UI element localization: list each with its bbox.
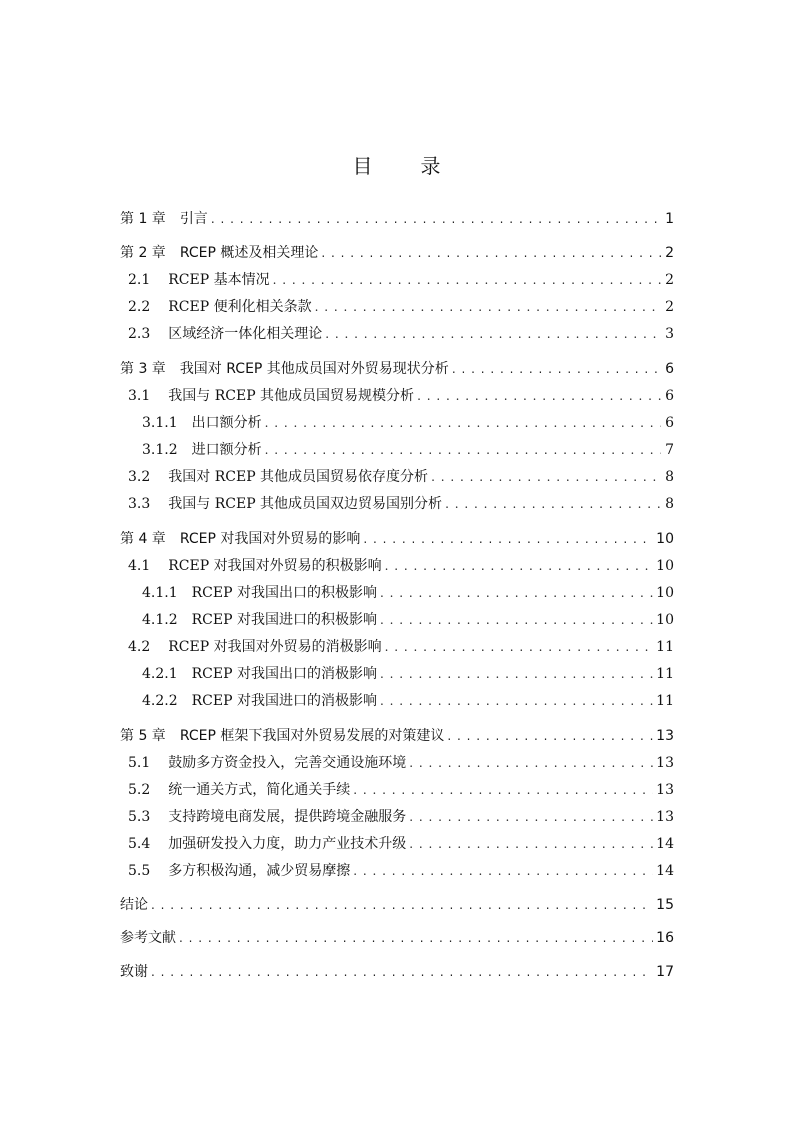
toc-entry-page: 3 (665, 326, 674, 342)
dot-leader (385, 557, 654, 575)
toc-entry[interactable] (128, 862, 674, 880)
toc-entry-number: 3.1 (128, 388, 151, 404)
toc-entry-number: 4.1.1 (142, 585, 178, 601)
dot-leader (380, 584, 653, 602)
toc-entry-number: 3.2 (128, 469, 151, 485)
toc-entry-number: 3.1.2 (142, 442, 178, 458)
toc-entry-page: 13 (656, 782, 674, 798)
toc-entry-page: 14 (656, 863, 674, 879)
toc-entry-title: RCEP 对我国对外贸易的消极影响 (168, 639, 382, 655)
toc-entry-number: 4.2.2 (142, 693, 178, 709)
dot-leader (380, 665, 653, 683)
toc-entry-number: 5.2 (128, 782, 151, 798)
dot-leader (151, 963, 653, 981)
toc-entry[interactable] (120, 727, 674, 745)
toc-entry-number: 第 2 章 (120, 245, 166, 261)
dot-leader (431, 468, 661, 486)
toc-entry-title: RCEP 对我国进口的积极影响 (191, 612, 377, 628)
toc-entry-title: RCEP 对我国出口的积极影响 (191, 585, 377, 601)
toc-entry-number: 4.2 (128, 639, 151, 655)
toc-entry-page: 2 (665, 299, 674, 315)
toc-entry-title: 我国与 RCEP 其他成员国贸易规模分析 (168, 388, 415, 404)
toc-entry-page: 11 (656, 639, 674, 655)
toc-entry[interactable] (120, 530, 674, 548)
toc-entry[interactable] (142, 441, 674, 459)
toc-entry[interactable] (128, 468, 674, 486)
toc-entry-page: 2 (665, 272, 674, 288)
toc-entry-title: 参考文献 (120, 930, 176, 946)
dot-leader (151, 896, 653, 914)
toc-entry[interactable] (120, 210, 674, 228)
dot-leader (380, 611, 653, 629)
toc-entry-page: 13 (656, 728, 674, 744)
toc-entry[interactable] (142, 414, 674, 432)
toc-entry-number: 3.3 (128, 496, 151, 512)
toc-entry[interactable] (120, 963, 674, 981)
toc-entry[interactable] (128, 557, 674, 575)
toc-entry-number: 2.2 (128, 299, 151, 315)
toc-entry-title: 鼓励多方资金投入，完善交通设施环境 (168, 755, 407, 771)
toc-entry-number: 2.1 (128, 272, 151, 288)
toc-entry[interactable] (120, 929, 674, 947)
dot-leader (265, 414, 661, 432)
toc-entry-page: 8 (665, 469, 674, 485)
dot-leader (179, 929, 653, 947)
toc-entry-page: 14 (656, 836, 674, 852)
dot-leader (363, 530, 653, 548)
toc-entry[interactable] (128, 835, 674, 853)
dot-leader (321, 244, 661, 262)
title-char-2: 录 (420, 154, 441, 178)
toc-entry-number: 第 4 章 (120, 531, 166, 547)
toc-entry[interactable] (128, 271, 674, 289)
page-title (0, 150, 793, 179)
toc-entry[interactable] (128, 754, 674, 772)
toc-entry[interactable] (142, 611, 674, 629)
toc-entry-title: RCEP 对我国出口的消极影响 (191, 666, 377, 682)
toc-entry-page: 7 (665, 442, 674, 458)
toc-entry-page: 15 (656, 897, 674, 913)
dot-leader (315, 298, 661, 316)
toc-entry[interactable] (128, 298, 674, 316)
toc-entry-title: RCEP 对我国对外贸易的影响 (179, 531, 361, 547)
toc-entry-number: 3.1.1 (142, 415, 178, 431)
toc-entry[interactable] (120, 360, 674, 378)
toc-entry-number: 2.3 (128, 326, 151, 342)
toc-entry-page: 16 (656, 930, 674, 946)
toc-entry-title: 出口额分析 (191, 415, 262, 431)
toc-entry-page: 6 (665, 388, 674, 404)
toc-entry[interactable] (142, 584, 674, 602)
toc-entry-page: 13 (656, 809, 674, 825)
dot-leader (380, 692, 653, 710)
toc-entry-page: 10 (656, 531, 674, 547)
toc-entry[interactable] (128, 781, 674, 799)
toc-entry-number: 第 3 章 (120, 361, 166, 377)
toc-entry[interactable] (142, 665, 674, 683)
toc-entry-number: 5.1 (128, 755, 151, 771)
dot-leader (325, 325, 661, 343)
toc-entry-title: 进口额分析 (191, 442, 262, 458)
dot-leader (353, 781, 653, 799)
toc-entry-page: 10 (656, 558, 674, 574)
toc-entry[interactable] (128, 325, 674, 343)
toc-entry[interactable] (128, 387, 674, 405)
dot-leader (211, 210, 661, 228)
toc-entry-page: 17 (656, 964, 674, 980)
title-char-1: 目 (352, 154, 373, 178)
toc-entry-title: 我国对 RCEP 其他成员国贸易依存度分析 (168, 469, 429, 485)
toc-entry-number: 5.4 (128, 836, 151, 852)
toc-entry[interactable] (128, 495, 674, 513)
toc-entry-title: 多方积极沟通，减少贸易摩擦 (168, 863, 351, 879)
toc-entry-title: 结论 (120, 897, 148, 913)
toc-entry-number: 4.1 (128, 558, 151, 574)
dot-leader (409, 835, 653, 853)
toc-entry-page: 1 (665, 211, 674, 227)
toc-entry-title: RCEP 便利化相关条款 (168, 299, 312, 315)
toc-entry-number: 第 1 章 (120, 211, 166, 227)
toc-entry-page: 11 (656, 666, 674, 682)
dot-leader (385, 638, 654, 656)
toc-entry-page: 11 (656, 693, 674, 709)
toc-entry-title: RCEP 概述及相关理论 (179, 245, 319, 261)
toc-entry-title: 我国对 RCEP 其他成员国对外贸易现状分析 (179, 361, 449, 377)
dot-leader (447, 727, 653, 745)
toc-entry-title: 区域经济一体化相关理论 (168, 326, 323, 342)
toc-entry-number: 4.2.1 (142, 666, 178, 682)
toc-entry-page: 6 (665, 415, 674, 431)
toc-entry-title: RCEP 对我国进口的消极影响 (191, 693, 377, 709)
toc-entry-page: 6 (665, 361, 674, 377)
dot-leader (409, 808, 653, 826)
toc-entry-page: 2 (665, 245, 674, 261)
toc-entry[interactable] (120, 896, 674, 914)
toc-entry-title: RCEP 对我国对外贸易的积极影响 (168, 558, 382, 574)
toc-entry-title: 支持跨境电商发展，提供跨境金融服务 (168, 809, 407, 825)
toc-entry-title: RCEP 基本情况 (168, 272, 270, 288)
toc-entry-title: 我国与 RCEP 其他成员国双边贸易国别分析 (168, 496, 443, 512)
toc-entry-page: 13 (656, 755, 674, 771)
dot-leader (409, 754, 653, 772)
toc-entry-title: 加强研发投入力度，助力产业技术升级 (168, 836, 407, 852)
toc-entry-number: 5.5 (128, 863, 151, 879)
toc-entry[interactable] (120, 244, 674, 262)
toc-entry-number: 第 5 章 (120, 728, 166, 744)
toc-entry-page: 10 (656, 612, 674, 628)
dot-leader (353, 862, 653, 880)
dot-leader (265, 441, 661, 459)
toc-entry[interactable] (128, 808, 674, 826)
dot-leader (445, 495, 661, 513)
toc-entry[interactable] (142, 692, 674, 710)
toc-entry-page: 10 (656, 585, 674, 601)
dot-leader (417, 387, 661, 405)
toc-entry-page: 8 (665, 496, 674, 512)
toc-entry-title: 引言 (179, 211, 208, 227)
toc-entry[interactable] (128, 638, 674, 656)
toc-entry-title: 致谢 (120, 964, 148, 980)
toc-entry-title: 统一通关方式，简化通关手续 (168, 782, 351, 798)
toc-entry-title: RCEP 框架下我国对外贸易发展的对策建议 (179, 728, 445, 744)
dot-leader (452, 360, 661, 378)
dot-leader (273, 271, 661, 289)
toc-entry-number: 5.3 (128, 809, 151, 825)
toc-entry-number: 4.1.2 (142, 612, 178, 628)
